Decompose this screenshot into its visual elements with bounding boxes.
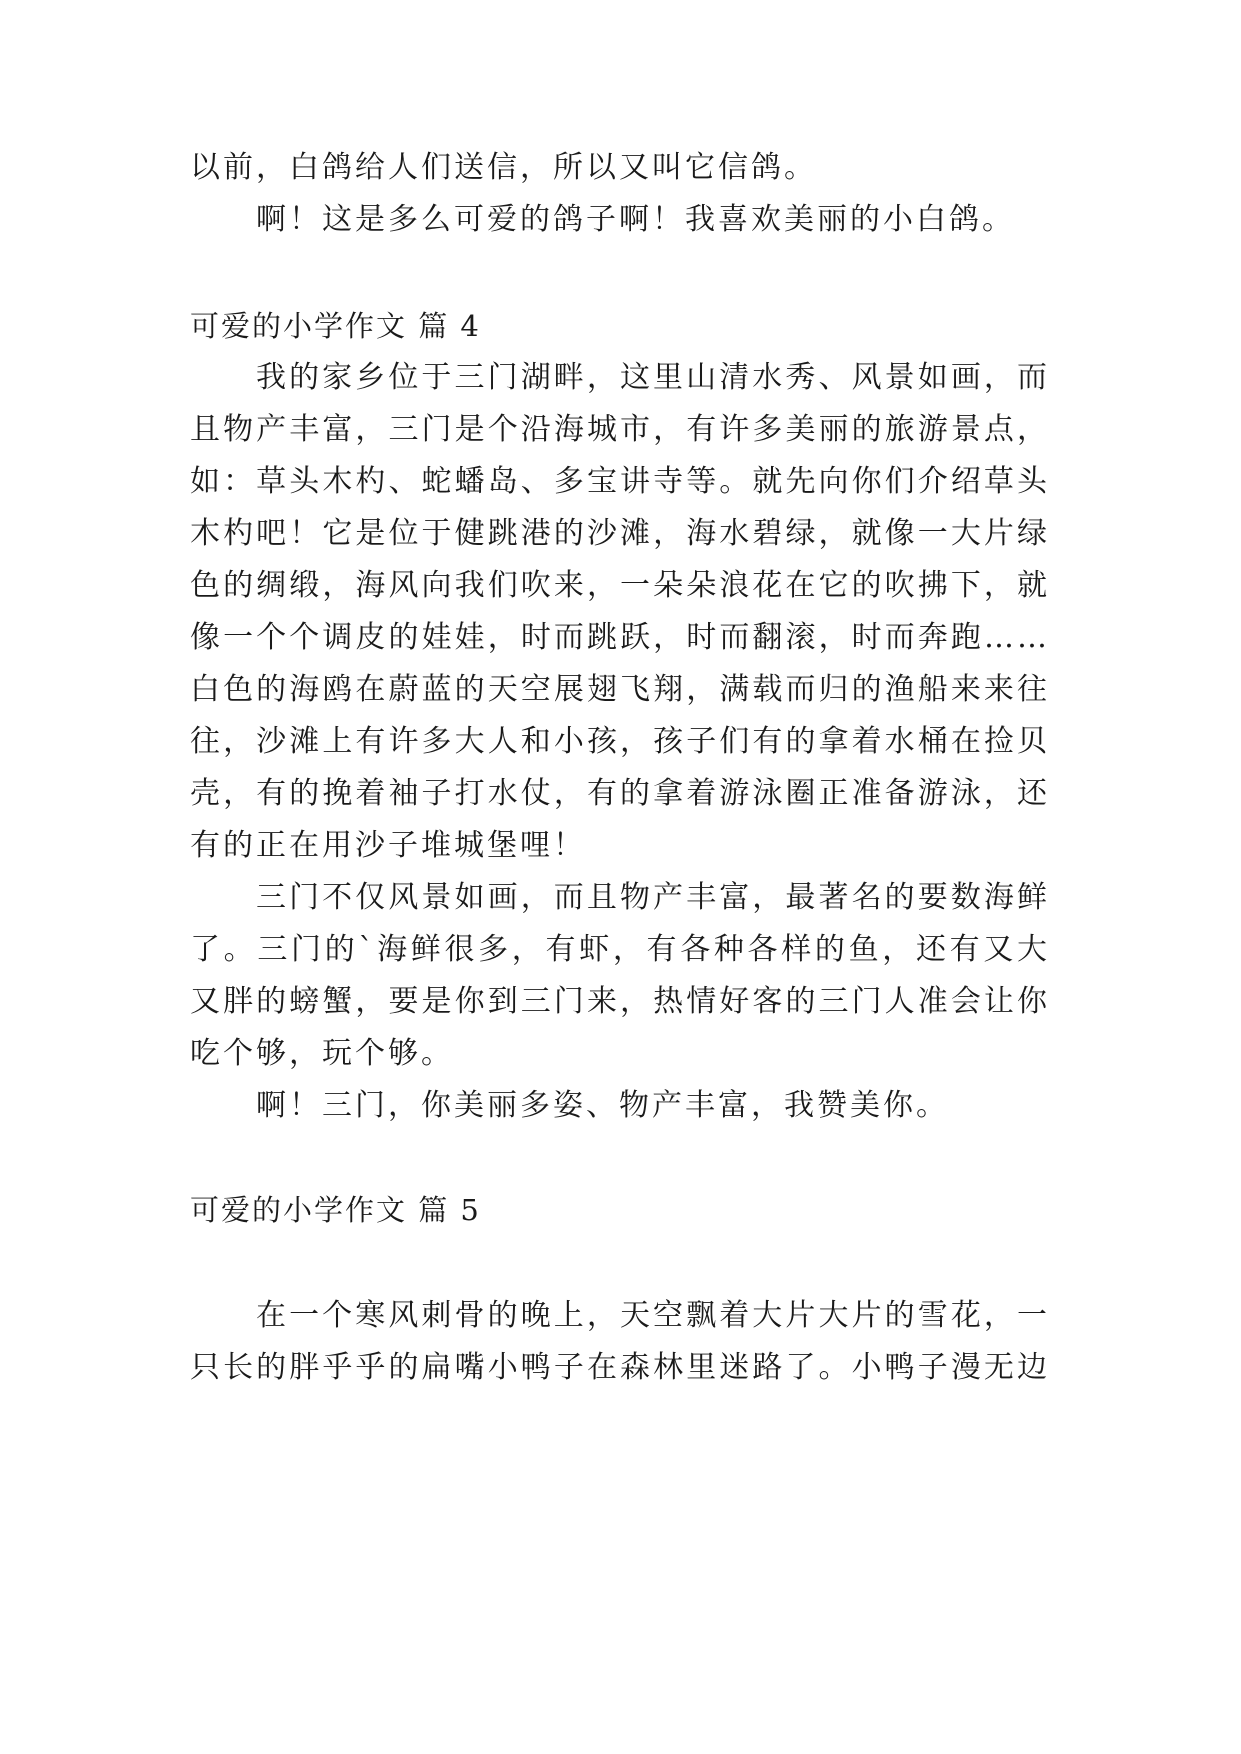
paragraph-line: 在一个寒风刺骨的晚上，天空飘着大片大片的雪花，一 [256, 1298, 1050, 1333]
section-heading: 可爱的小学作文 篇 4 [190, 309, 481, 343]
paragraph-line: 吃个够，玩个够。 [190, 1036, 454, 1071]
paragraph-line: 白色的海鸥在蔚蓝的天空展翅飞翔，满载而归的渔船来来往 [190, 672, 1050, 707]
paragraph-line: 色的绸缎，海风向我们吹来，一朵朵浪花在它的吹拂下，就 [190, 568, 1050, 603]
paragraph-line: 啊！这是多么可爱的鸽子啊！我喜欢美丽的小白鸽。 [256, 202, 1015, 237]
paragraph-line: 又胖的螃蟹，要是你到三门来，热情好客的三门人准会让你 [190, 984, 1050, 1019]
paragraph-line: 我的家乡位于三门湖畔，这里山清水秀、风景如画，而 [256, 360, 1050, 395]
paragraph-line: 像一个个调皮的娃娃，时而跳跃，时而翻滚，时而奔跑…… [190, 620, 1050, 655]
paragraph-line: 以前，白鸽给人们送信，所以又叫它信鸽。 [190, 150, 817, 185]
paragraph-line: 三门不仅风景如画，而且物产丰富，最著名的要数海鲜 [256, 880, 1050, 915]
paragraph-line: 了。三门的`海鲜很多，有虾，有各种各样的鱼，还有又大 [190, 932, 1050, 967]
paragraph-line: 壳，有的挽着袖子打水仗，有的拿着游泳圈正准备游泳，还 [190, 776, 1050, 811]
paragraph-line: 往，沙滩上有许多大人和小孩，孩子们有的拿着水桶在捡贝 [190, 724, 1050, 759]
paragraph-line: 如：草头木杓、蛇蟠岛、多宝讲寺等。就先向你们介绍草头 [190, 464, 1050, 499]
paragraph-line: 有的正在用沙子堆城堡哩！ [190, 828, 586, 863]
paragraph-line: 只长的胖乎乎的扁嘴小鸭子在森林里迷路了。小鸭子漫无边 [190, 1350, 1050, 1385]
paragraph-line: 啊！三门，你美丽多姿、物产丰富，我赞美你。 [256, 1088, 949, 1123]
paragraph-line: 木杓吧！它是位于健跳港的沙滩，海水碧绿，就像一大片绿 [190, 516, 1050, 551]
paragraph-line: 且物产丰富，三门是个沿海城市，有许多美丽的旅游景点， [190, 412, 1050, 447]
section-heading: 可爱的小学作文 篇 5 [190, 1193, 481, 1227]
